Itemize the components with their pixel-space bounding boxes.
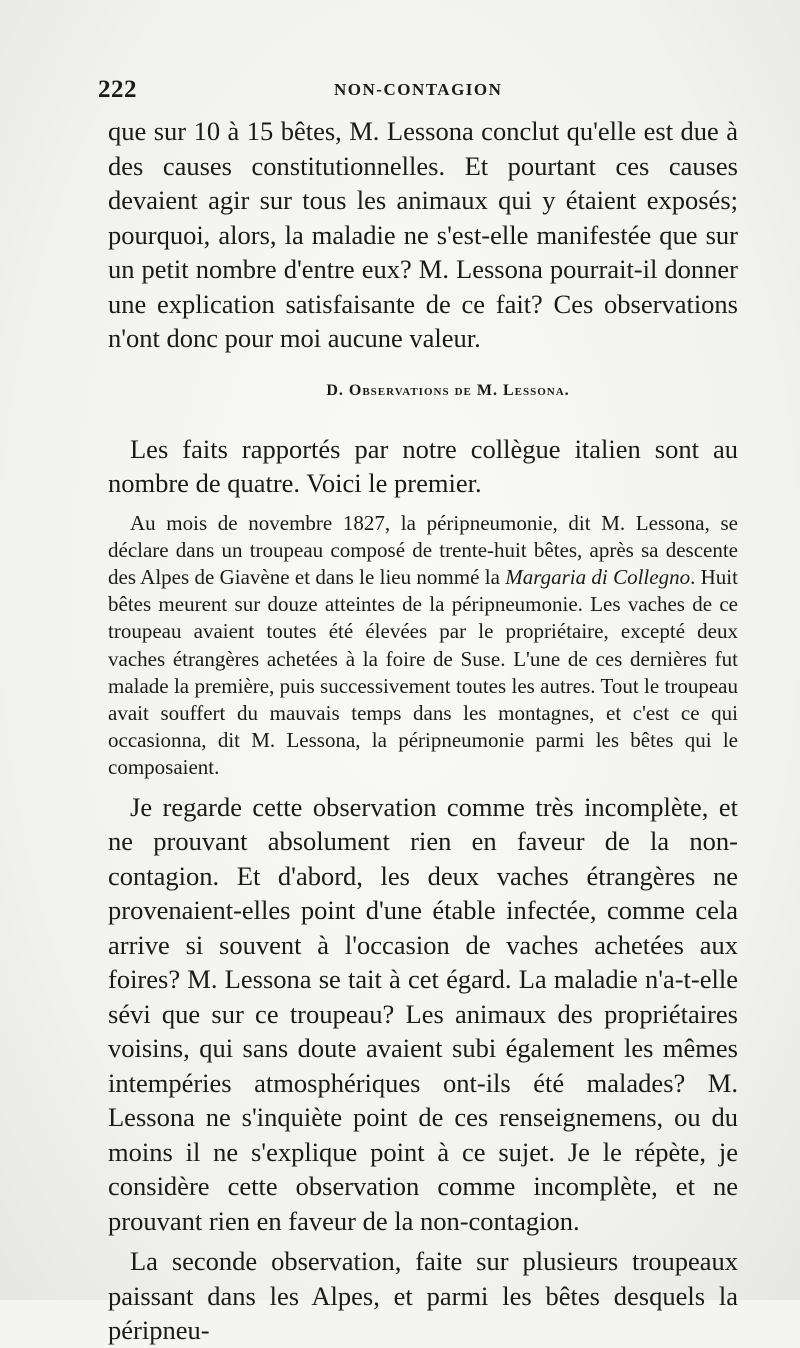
quote-text-1: Au mois de novembre 1827, la péripneumonie, dit M. Lessona, se déclare dans un troupeau composé de trente-huit bêtes, après sa descente des Alpes de Giavène et dans le lieu nommé la <box>108 510 738 589</box>
place-name: Margaria di Collegno <box>505 564 691 589</box>
quote-text-2: . Huit bêtes meurent sur douze atteintes de la péripneumonie. Les vaches de ce troupeau avaient toutes été élevées par le propriétaire, excepté deux vaches étrangères achetées à la foire de Suse. L'une de ces dernières fut malade la première, puis successivement toutes les autres. Tout le troupeau avait souffert du mauvais temps dans les montagnes, et c'est ce qui occasionna, dit M. Lessona, la péripneumonie parmi les bêtes qui le composaient. <box>108 564 738 780</box>
paragraph-critique: Je regarde cette observation comme très incomplète, et ne prouvant absolument rien en faveur de la non-contagion. Et d'abord, les deux vaches étrangères ne provenaient-elles point d'une étable infectée, comme cela arrive si souvent à l'occasion de vaches achetées aux foires? M. Lessona se tait à cet égard. La maladie n'a-t-elle sévi que sur ce troupeau? Les animaux des propriétaires voisins, qui sans doute avaient subi également les mêmes intempéries atmosphériques ont-ils été malades? M. Lessona ne s'inquiète point de ces renseignemens, ou du moins il ne s'explique point à ce sujet. Je le répète, je considère cette observation comme incomplète, et ne prouvant rien en faveur de la non-contagion. <box>108 791 738 1236</box>
page-number: 222 <box>98 76 137 103</box>
paragraph-continuation: que sur 10 à 15 bêtes, M. Lessona conclut qu'elle est due à des causes constitutionnelles. Et pourtant ces causes devaient agir sur tous les animaux qui y étaient exposés; pourquoi, alors, la maladie ne s'est-elle manifestée que sur un petit nombre d'entre eux? M. Lessona pourrait-il donner une explication satisfaisante de ce fait? Ces observations n'ont donc pour moi aucune valeur. <box>108 116 738 353</box>
page-body <box>108 114 738 1348</box>
page-header <box>98 76 738 106</box>
running-title: NON-CONTAGION <box>334 80 503 99</box>
quoted-observation <box>108 510 738 782</box>
section-heading: D. Observations de M. Lessona. <box>326 381 570 399</box>
paragraph-second-observation: La seconde observation, faite sur plusieurs troupeaux paissant dans les Alpes, et parmi les bêtes desquels la péripneu- <box>108 1246 738 1346</box>
paragraph-intro: Les faits rapportés par notre collègue italien sont au nombre de quatre. Voici le premier. <box>108 433 738 498</box>
